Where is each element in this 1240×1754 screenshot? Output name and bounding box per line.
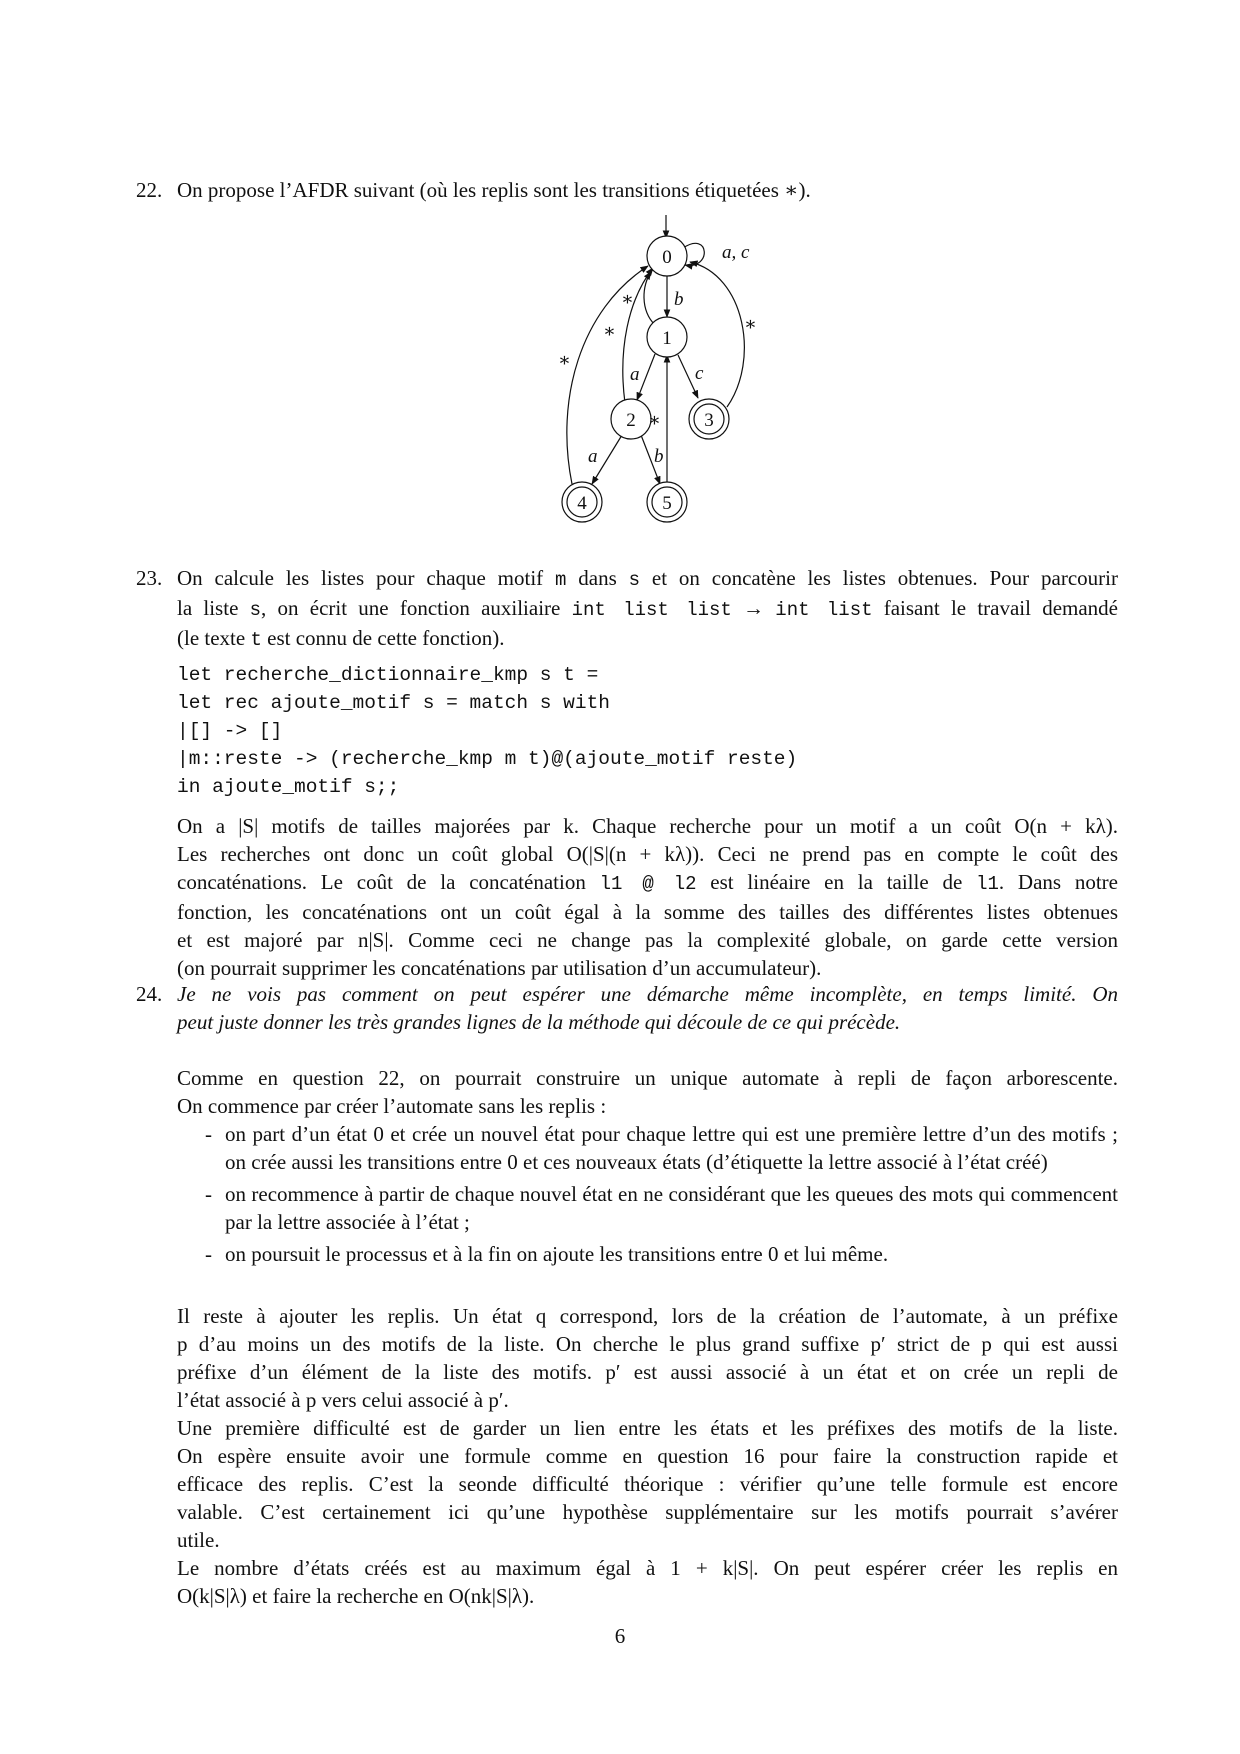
label-2-5: b xyxy=(654,446,664,467)
label-0-1: b xyxy=(674,289,684,310)
question-22-text: On propose l’AFDR suivant (où les replis sont les transitions étiquetées ∗). xyxy=(177,178,811,202)
label-1-2: a xyxy=(630,364,640,385)
list-item: - on recommence à partir de chaque nouvel état en ne considérant que les queues des mots qui commencent par la lettre associée à l’état ; xyxy=(205,1182,1118,1234)
state-label-1: 1 xyxy=(662,328,672,349)
list-item: - on poursuit le processus et à la fin on ajoute les transitions entre 0 et lui même. xyxy=(205,1242,889,1266)
list-item: - on part d’un état 0 et crée un nouvel état pour chaque lettre qui est une première lettre d’un des motifs ; on crée aussi les transitions entre 0 et ces nouveaux états (d’étiquette la lettre associé à l’état créé) xyxy=(205,1122,1118,1174)
code-line: let rec ajoute_motif s = match s with xyxy=(177,692,610,714)
label-3-0: ∗ xyxy=(744,314,757,335)
q23-line-1: On calcule les listes pour chaque motif m dans s et on concatène les listes obtenues. Pour parcourir xyxy=(177,566,1118,591)
state-label-0: 0 xyxy=(662,247,672,268)
automaton-diagram xyxy=(540,210,790,530)
construction-steps xyxy=(205,1120,1118,1272)
question-22-number: 22. xyxy=(136,178,163,202)
page-number: 6 xyxy=(614,1624,626,1648)
code-line: in ajoute_motif s;; xyxy=(177,776,400,798)
edge-1-0 xyxy=(644,272,655,325)
question-24-intro: Comme en question 22, on pourrait construire un unique automate à repli de façon arborescente. On commence par créer l’automate sans les replis : xyxy=(177,1066,1118,1118)
label-4-0: ∗ xyxy=(558,350,571,371)
q23-line-2: la liste s, on écrit une fonction auxiliaire int list list → int list faisant le travail demandé xyxy=(177,596,1119,621)
label-1-0: ∗ xyxy=(621,289,634,310)
question-23-complexity: On a |S| motifs de tailles majorées par k. Chaque recherche pour un motif a un coût O(n + kλ). Les recherches ont donc un coût global O(|S|(n + kλ)). Ceci ne prend pas en compte le coût des concaténations. Le coût de la concaténation l1 @ l2 est linéaire en la taille de l1. Dans notre fonction, les concaténations ont un coût égal à la somme des tailles des différentes listes obtenues et est majoré par n|S|. Comme ceci ne change pas la complexité globale, on garde cette version (on pourrait supprimer les concaténations par utilisation d’un accumulateur). xyxy=(177,814,1118,980)
code-block xyxy=(177,661,797,801)
state-label-5: 5 xyxy=(662,493,672,514)
label-1-3: c xyxy=(695,363,704,384)
state-label-3: 3 xyxy=(704,410,714,431)
label-2-0: ∗ xyxy=(603,321,616,342)
state-label-2: 2 xyxy=(626,410,636,431)
question-23-number: 23. xyxy=(136,566,163,590)
label-5-1: ∗ xyxy=(648,410,661,431)
question-24-body: Il reste à ajouter les replis. Un état q correspond, lors de la création de l’automate, à un préfixe p d’au moins un des motifs de la liste. On cherche le plus grand suffixe p′ strict de p qui est aussi préfixe d’un élément de la liste des motifs. p′ est aussi associé à un état et on crée un repli de l’état associé à p vers celui associé à p′. Une première difficulté est de garder un lien entre les états et les préfixes des motifs de la liste. On espère ensuite avoir une formule comme en question 16 pour faire la construction rapide et efficace des replis. C’est la seonde difficulté théorique : vérifier qu’une telle formule est encore valable. C’est certainement ici qu’une hypothèse supplémentaire sur les motifs pourrait s’avérer utile. Le nombre d’états créés est au maximum égal à 1 + k|S|. On peut espérer créer les replis en O(k|S|λ) et faire la recherche en O(nk|S|λ). xyxy=(177,1304,1118,1608)
state-label-4: 4 xyxy=(577,493,587,514)
edge-3-0 xyxy=(690,262,744,407)
code-line: |m::reste -> (recherche_kmp m t)@(ajoute_motif reste) xyxy=(177,748,798,770)
code-line: let recherche_dictionnaire_kmp s t = xyxy=(177,664,599,686)
code-line: |[] -> [] xyxy=(177,720,283,742)
label-0-0: a, c xyxy=(722,242,750,263)
edge-1-2 xyxy=(637,354,655,400)
question-24-remark: Je ne vois pas comment on peut espérer une démarche même incomplète, en temps limité. On peut juste donner les très grandes lignes de la méthode qui découle de ce qui précède. xyxy=(177,982,1118,1034)
label-2-4: a xyxy=(588,446,598,467)
q23-line-3: (le texte t est connu de cette fonction). xyxy=(177,626,505,651)
question-23-intro xyxy=(177,564,1118,654)
question-24-number: 24. xyxy=(136,982,163,1006)
